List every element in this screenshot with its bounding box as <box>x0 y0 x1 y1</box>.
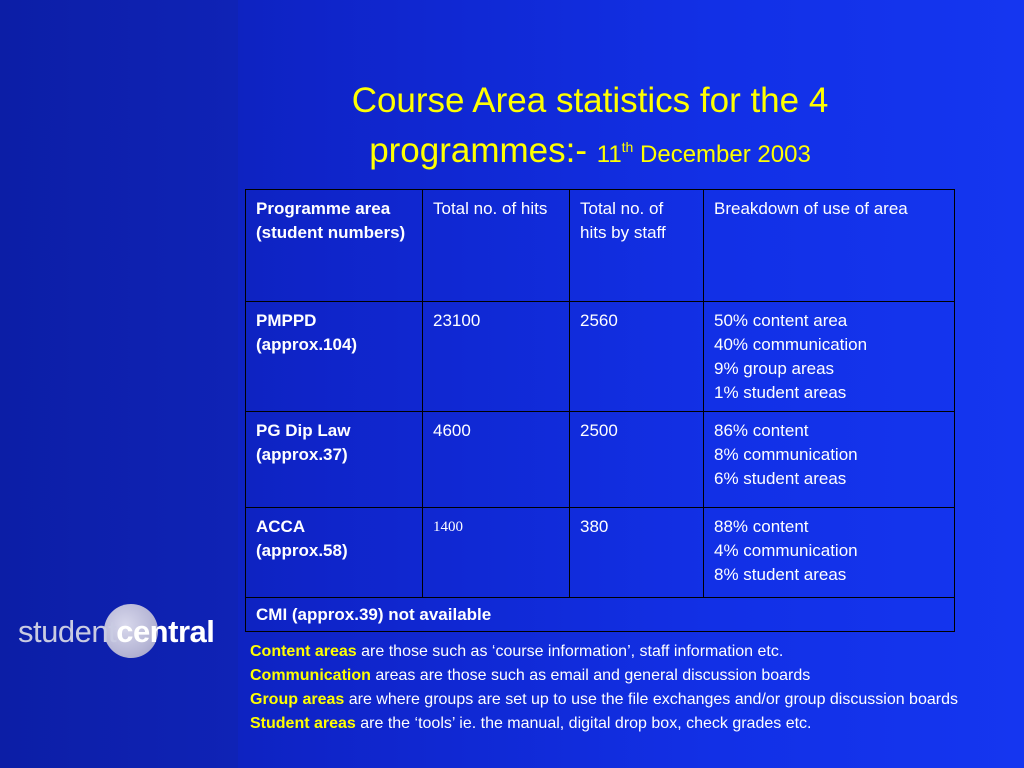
slide-title <box>250 78 930 178</box>
header-breakdown: Breakdown of use of area <box>704 190 955 302</box>
breakdown-item: 4% communication <box>714 541 858 560</box>
table-row <box>246 412 955 508</box>
note-student-areas <box>250 712 990 736</box>
breakdown-item: 9% group areas <box>714 359 835 378</box>
logo-central: central <box>116 614 215 649</box>
breakdown-cell <box>704 302 955 412</box>
note-term: Content areas <box>250 643 357 660</box>
table-footer-row <box>246 598 955 632</box>
table-row <box>246 508 955 598</box>
title-programmes: programmes:- <box>369 131 588 170</box>
staff-hits-cell: 380 <box>570 508 704 598</box>
staff-hits-cell: 2500 <box>570 412 704 508</box>
title-date <box>597 141 811 168</box>
statistics-table <box>245 189 955 632</box>
logo-student: student <box>18 614 117 649</box>
breakdown-cell <box>704 508 955 598</box>
breakdown-item: 6% student areas <box>714 469 847 488</box>
breakdown-item: 40% communication <box>714 335 868 354</box>
breakdown-item: 86% content <box>714 421 809 440</box>
breakdown-item: 50% content area <box>714 311 848 330</box>
note-term: Group areas <box>250 691 345 708</box>
table-row <box>246 302 955 412</box>
programme-cell <box>246 508 423 598</box>
title-line-2 <box>250 124 930 178</box>
note-term: Student areas <box>250 715 356 732</box>
programme-numbers: (approx.104) <box>256 335 358 354</box>
title-line-1: Course Area statistics for the 4 <box>351 81 829 120</box>
date-suffix: th <box>621 139 634 155</box>
breakdown-item: 8% communication <box>714 445 858 464</box>
note-communication <box>250 664 990 688</box>
header-programme: Programme area (student numbers) <box>246 190 423 302</box>
logo-text <box>18 614 214 650</box>
staff-hits-cell: 2560 <box>570 302 704 412</box>
programme-cell <box>246 302 423 412</box>
programme-name: PMPPD <box>256 311 317 330</box>
cmi-not-available: CMI (approx.39) not available <box>246 598 955 632</box>
note-content-areas <box>250 640 990 664</box>
breakdown-item: 88% content <box>714 517 809 536</box>
date-rest: December 2003 <box>633 141 811 168</box>
note-text: are where groups are set up to use the file exchanges and/or group discussion boards <box>344 691 958 708</box>
note-text: are the ‘tools’ ie. the manual, digital drop box, check grades etc. <box>355 715 812 732</box>
breakdown-cell <box>704 412 955 508</box>
hits-cell: 1400 <box>423 508 570 598</box>
note-text: areas are those such as email and general discussion boards <box>370 667 811 684</box>
programme-numbers: (approx.37) <box>256 445 348 464</box>
breakdown-item: 1% student areas <box>714 383 847 402</box>
hits-cell: 23100 <box>423 302 570 412</box>
header-staff-hits: Total no. of hits by staff <box>570 190 704 302</box>
programme-name: ACCA <box>256 517 306 536</box>
breakdown-item: 8% student areas <box>714 565 847 584</box>
hits-cell: 4600 <box>423 412 570 508</box>
definitions-notes <box>250 640 990 736</box>
note-term: Communication <box>250 667 371 684</box>
header-total-hits: Total no. of hits <box>423 190 570 302</box>
date-day: 11 <box>596 141 622 168</box>
programme-cell <box>246 412 423 508</box>
studentcentral-logo <box>18 604 233 660</box>
programme-name: PG Dip Law <box>256 421 351 440</box>
programme-numbers: (approx.58) <box>256 541 348 560</box>
note-group-areas <box>250 688 990 712</box>
note-text: are those such as ‘course information’, staff information etc. <box>356 643 784 660</box>
table-header-row <box>246 190 955 302</box>
